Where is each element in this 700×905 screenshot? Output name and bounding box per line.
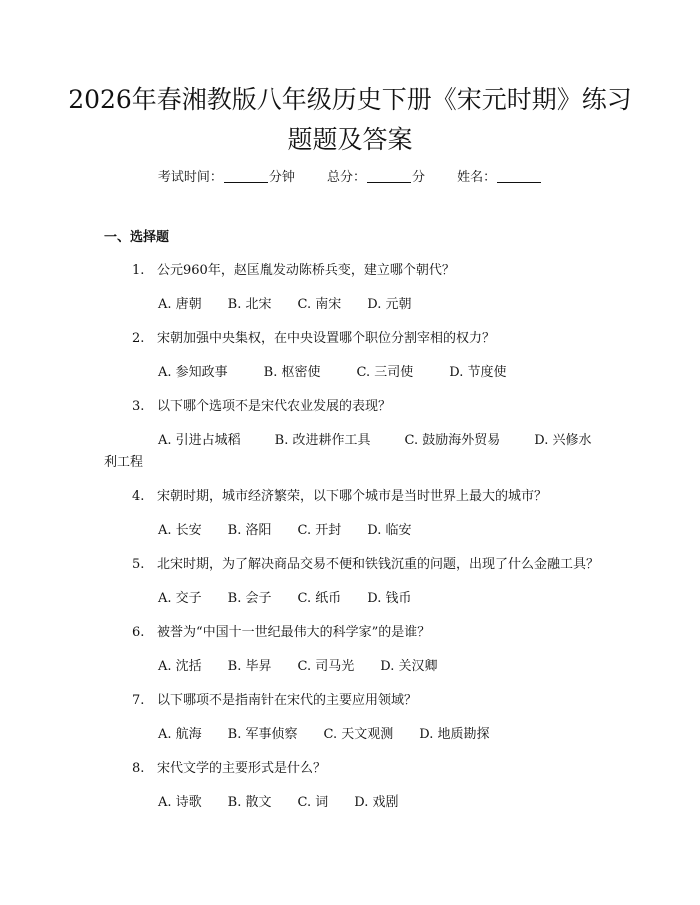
option-row	[104, 294, 600, 316]
student-name-field	[457, 168, 542, 188]
exam-time-blank	[224, 169, 268, 183]
question-item	[104, 396, 600, 474]
option-c: C. 天文观测	[323, 727, 394, 742]
question-stem	[104, 328, 600, 350]
question-text: 北宋时期，为了解决商品交易不便和铁钱沉重的问题，出现了什么金融工具？	[157, 557, 600, 572]
question-item	[104, 758, 600, 814]
question-item	[104, 554, 600, 610]
question-number: 6.	[132, 625, 145, 640]
option-b: B. 洛阳	[227, 523, 272, 538]
option-c: C. 司马光	[297, 659, 355, 674]
option-b: B. 军事侦察	[227, 727, 298, 742]
question-list	[104, 260, 600, 826]
total-score-label: 总分：	[326, 170, 366, 185]
question-stem	[104, 486, 600, 508]
option-c: C. 鼓励海外贸易	[404, 433, 501, 448]
option-c: C. 开封	[297, 523, 342, 538]
option-c: C. 南宋	[297, 297, 342, 312]
option-row	[104, 792, 600, 814]
option-d: D. 戏剧	[354, 795, 399, 810]
option-row	[104, 362, 600, 384]
question-text: 宋朝时期，城市经济繁荣，以下哪个城市是当时世界上最大的城市？	[157, 489, 548, 504]
question-number: 4.	[132, 489, 145, 504]
question-number: 5.	[132, 557, 145, 572]
option-row	[104, 588, 600, 610]
question-text: 宋代文学的主要形式是什么？	[157, 761, 327, 776]
option-row	[104, 430, 600, 474]
option-a: A. 引进占城稻	[158, 433, 241, 448]
option-a: A. 航海	[158, 727, 202, 742]
question-stem	[104, 260, 600, 282]
question-stem	[104, 554, 600, 576]
question-text: 以下哪项不是指南针在宋代的主要应用领域？	[157, 693, 418, 708]
option-b: B. 北宋	[227, 297, 272, 312]
exam-time-label: 考试时间：	[157, 170, 223, 185]
option-a: A. 长安	[158, 523, 202, 538]
question-number: 3.	[132, 399, 145, 414]
student-name-label: 姓名：	[457, 170, 497, 185]
option-d: D. 关汉卿	[380, 659, 438, 674]
option-d: D. 地质勘探	[419, 727, 490, 742]
question-stem	[104, 758, 600, 780]
question-number: 7.	[132, 693, 145, 708]
total-score-unit: 分	[412, 170, 426, 185]
option-b: B. 散文	[227, 795, 272, 810]
exam-time-unit: 分钟	[268, 170, 295, 185]
option-row	[104, 724, 600, 746]
option-d: D. 钱币	[367, 591, 412, 606]
question-number: 1.	[132, 263, 145, 278]
question-item	[104, 486, 600, 542]
option-a: A. 诗歌	[158, 795, 202, 810]
question-stem	[104, 396, 600, 418]
section-heading: 一、选择题	[104, 230, 170, 245]
option-b: B. 改进耕作工具	[274, 433, 371, 448]
question-item	[104, 260, 600, 316]
question-text: 公元960年，赵匡胤发动陈桥兵变，建立哪个朝代？	[157, 263, 455, 278]
exam-time-field	[158, 168, 295, 188]
option-b: B. 枢密使	[263, 365, 321, 380]
option-c: C. 词	[297, 795, 329, 810]
option-b: B. 会子	[227, 591, 272, 606]
option-c: C. 纸币	[297, 591, 342, 606]
exam-info-line	[0, 168, 700, 188]
document-title: 2026年春湘教版八年级历史下册《宋元时期》练习题题及答案	[68, 85, 632, 154]
question-stem	[104, 690, 600, 712]
option-a: A. 唐朝	[158, 297, 202, 312]
question-text: 以下哪个选项不是宋代农业发展的表现？	[157, 399, 392, 414]
option-a: A. 参知政事	[158, 365, 228, 380]
question-number: 8.	[132, 761, 145, 776]
question-stem	[104, 622, 600, 644]
question-item	[104, 328, 600, 384]
question-text: 被誉为“中国十一世纪最伟大的科学家”的是谁？	[157, 625, 431, 640]
option-a: A. 沈括	[158, 659, 202, 674]
option-a: A. 交子	[158, 591, 202, 606]
option-d: D. 元朝	[367, 297, 412, 312]
option-d: D. 兴修水利工程	[104, 433, 592, 470]
student-name-blank	[497, 169, 541, 183]
option-c: C. 三司使	[356, 365, 414, 380]
total-score-blank	[367, 169, 411, 183]
question-text: 宋朝加强中央集权，在中央设置哪个职位分割宰相的权力？	[157, 331, 496, 346]
question-item	[104, 622, 600, 678]
option-row	[104, 520, 600, 542]
option-d: D. 节度使	[449, 365, 507, 380]
option-b: B. 毕昇	[227, 659, 272, 674]
question-number: 2.	[132, 331, 145, 346]
question-item	[104, 690, 600, 746]
option-d: D. 临安	[367, 523, 412, 538]
total-score-field	[327, 168, 425, 188]
option-row	[104, 656, 600, 678]
